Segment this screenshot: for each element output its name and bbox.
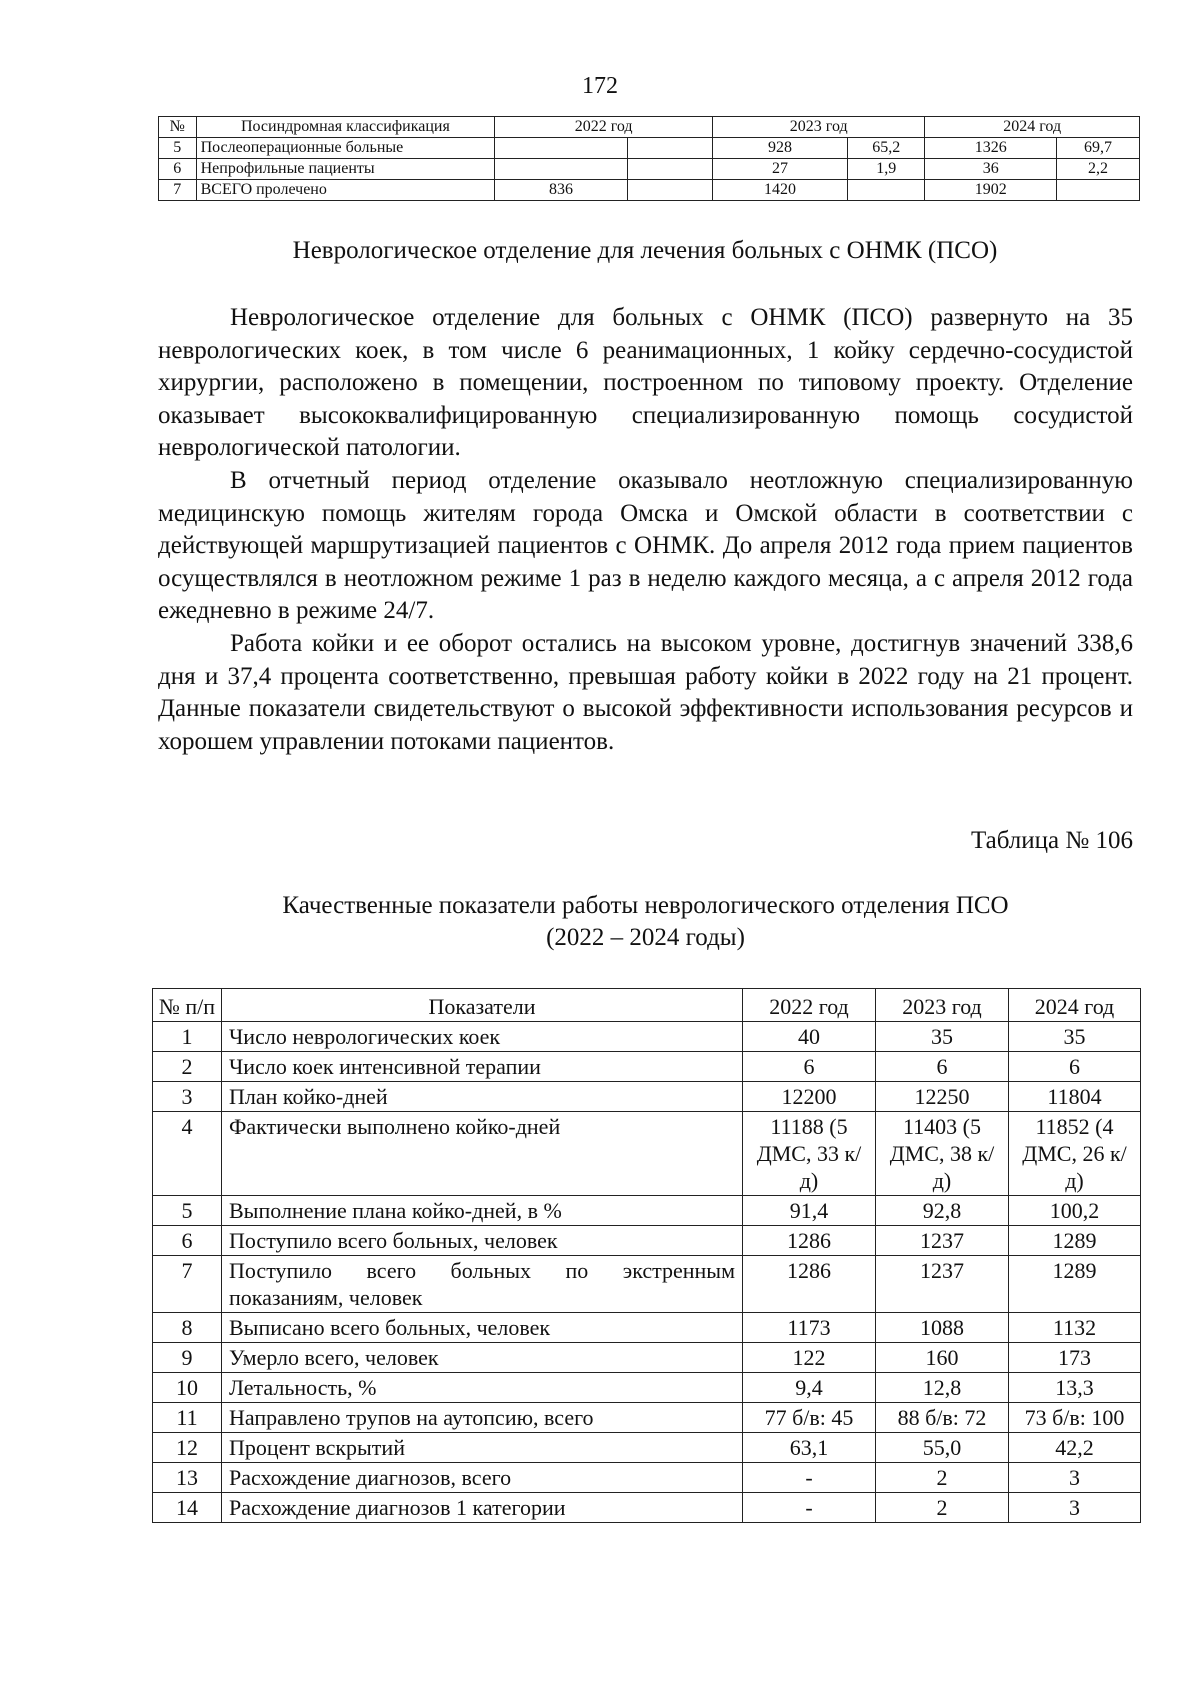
row-number: 6 <box>153 1226 222 1256</box>
top-table-cell <box>627 159 712 180</box>
indicators-table <box>152 988 1141 1523</box>
indicator-value: 1289 <box>1009 1226 1141 1256</box>
indicator-value: 11804 <box>1009 1082 1141 1112</box>
top-table-cell: 1326 <box>925 138 1057 159</box>
indicator-value: 160 <box>876 1343 1009 1373</box>
table-row <box>153 1403 1141 1433</box>
column-header: Показатели <box>222 989 743 1022</box>
page-number: 172 <box>582 73 618 99</box>
column-header: № п/п <box>153 989 222 1022</box>
indicator-value: 12250 <box>876 1082 1009 1112</box>
top-table-header-row <box>159 117 1140 138</box>
top-table-cell: 836 <box>495 180 628 201</box>
top-table-header: № <box>159 117 197 138</box>
indicator-value: 12200 <box>743 1082 876 1112</box>
indicator-value: 1132 <box>1009 1313 1141 1343</box>
table-title-line: (2022 – 2024 годы) <box>546 924 745 951</box>
table-row <box>153 1196 1141 1226</box>
table-row <box>153 1373 1141 1403</box>
indicators-table-header-row <box>153 989 1141 1022</box>
indicator-value: 11852 (4 ДМС, 26 к/д) <box>1009 1112 1141 1196</box>
indicator-value: 100,2 <box>1009 1196 1141 1226</box>
top-table-cell: 27 <box>713 159 848 180</box>
indicator-value: 9,4 <box>743 1373 876 1403</box>
indicator-name: Выполнение плана койко-дней, в % <box>222 1196 743 1226</box>
indicator-name: Поступило всего больных по экстренным показаниям, человек <box>222 1256 743 1313</box>
indicator-value: 92,8 <box>876 1196 1009 1226</box>
table-title-line: Качественные показатели работы неврологического отделения ПСО <box>282 892 1009 919</box>
table-row <box>153 1226 1141 1256</box>
indicator-value: 35 <box>1009 1022 1141 1052</box>
paragraph: В отчетный период отделение оказывало неотложную специализированную медицинскую помощь жителям города Омска и Омской области в соответствии с действующей маршрутизацией пациентов с ОНМК. До апреля 2012 года прием пациентов осуществлялся в неотложном режиме 1 раз в неделю каждого месяца, а с апреля 2012 года ежедневно в режиме 24/7. <box>158 466 1133 625</box>
indicator-name: Направлено трупов на аутопсию, всего <box>222 1403 743 1433</box>
indicator-name: План койко-дней <box>222 1082 743 1112</box>
top-table-cell: 5 <box>159 138 197 159</box>
indicator-value: 55,0 <box>876 1433 1009 1463</box>
top-table-row <box>159 180 1140 201</box>
top-table-cell: 6 <box>159 159 197 180</box>
indicator-name: Расхождение диагнозов 1 категории <box>222 1493 743 1523</box>
top-table-cell: 69,7 <box>1057 138 1140 159</box>
indicator-value: - <box>743 1463 876 1493</box>
top-table-cell: 1420 <box>713 180 848 201</box>
table-row <box>153 1256 1141 1313</box>
top-table-row <box>159 138 1140 159</box>
row-number: 10 <box>153 1373 222 1403</box>
indicator-value: 13,3 <box>1009 1373 1141 1403</box>
indicator-value: 1088 <box>876 1313 1009 1343</box>
top-table-cell <box>627 138 712 159</box>
indicator-value: 1286 <box>743 1226 876 1256</box>
column-header: 2022 год <box>743 989 876 1022</box>
table-row <box>153 1343 1141 1373</box>
top-table-cell: ВСЕГО пролечено <box>196 180 495 201</box>
table-row <box>153 1313 1141 1343</box>
indicator-value: 173 <box>1009 1343 1141 1373</box>
row-number: 4 <box>153 1112 222 1196</box>
indicator-value: - <box>743 1493 876 1523</box>
top-table-cell <box>1057 180 1140 201</box>
row-number: 1 <box>153 1022 222 1052</box>
paragraph: Работа койки и ее оборот остались на высоком уровне, достигнув значений 338,6 дня и 37,4 процента соответственно, превышая работу койки в 2022 году на 21 процент. Данные показатели свидетельствуют о высокой эффективности использования ресурсов и хорошем управлении потоками пациентов. <box>158 629 1133 755</box>
paragraph: Неврологическое отделение для больных с ОНМК (ПСО) развернуто на 35 неврологических коек, в том числе 6 реанимационных, 1 койку сердечно-сосудистой хирургии, расположено в помещении, построенном по типовому проекту. Отделение оказывает высококвалифицированную специализированную помощь сосудистой неврологической патологии. <box>158 304 1133 462</box>
indicator-name: Расхождение диагнозов, всего <box>222 1463 743 1493</box>
indicator-name: Выписано всего больных, человек <box>222 1313 743 1343</box>
table-row <box>153 1493 1141 1523</box>
column-header: 2024 год <box>1009 989 1141 1022</box>
top-table-cell <box>495 138 628 159</box>
top-table-cell <box>495 159 628 180</box>
indicator-value: 1237 <box>876 1226 1009 1256</box>
top-table-cell: Непрофильные пациенты <box>196 159 495 180</box>
indicator-name: Число неврологических коек <box>222 1022 743 1052</box>
indicator-name: Летальность, % <box>222 1373 743 1403</box>
top-table-header: 2024 год <box>925 117 1140 138</box>
row-number: 12 <box>153 1433 222 1463</box>
indicator-name: Умерло всего, человек <box>222 1343 743 1373</box>
indicator-value: 2 <box>876 1493 1009 1523</box>
top-table-cell: 1,9 <box>847 159 924 180</box>
indicator-value: 1237 <box>876 1256 1009 1313</box>
top-table-cell: 928 <box>713 138 848 159</box>
table-row <box>153 1052 1141 1082</box>
indicator-value: 6 <box>876 1052 1009 1082</box>
indicator-value: 42,2 <box>1009 1433 1141 1463</box>
indicator-name: Процент вскрытий <box>222 1433 743 1463</box>
indicator-value: 1173 <box>743 1313 876 1343</box>
table-row <box>153 1112 1141 1196</box>
table-row <box>153 1433 1141 1463</box>
top-table-cell: 36 <box>925 159 1057 180</box>
indicator-value: 1289 <box>1009 1256 1141 1313</box>
top-table-header: Посиндромная классификация <box>196 117 495 138</box>
section-title: Неврологическое отделение для лечения больных с ОНМК (ПСО) <box>292 237 998 264</box>
row-number: 11 <box>153 1403 222 1433</box>
indicator-value: 77 б/в: 45 <box>743 1403 876 1433</box>
row-number: 5 <box>153 1196 222 1226</box>
indicators-table-body <box>153 1022 1141 1523</box>
indicator-value: 3 <box>1009 1493 1141 1523</box>
indicator-name: Фактически выполнено койко-дней <box>222 1112 743 1196</box>
indicator-value: 6 <box>1009 1052 1141 1082</box>
table-row <box>153 1022 1141 1052</box>
row-number: 14 <box>153 1493 222 1523</box>
top-table-cell <box>847 180 924 201</box>
indicator-value: 1286 <box>743 1256 876 1313</box>
top-table <box>158 116 1140 201</box>
top-table-cell: 2,2 <box>1057 159 1140 180</box>
indicator-value: 73 б/в: 100 <box>1009 1403 1141 1433</box>
indicator-value: 12,8 <box>876 1373 1009 1403</box>
row-number: 2 <box>153 1052 222 1082</box>
indicator-value: 6 <box>743 1052 876 1082</box>
table-row <box>153 1082 1141 1112</box>
indicator-value: 40 <box>743 1022 876 1052</box>
indicator-value: 91,4 <box>743 1196 876 1226</box>
top-table-cell: 1902 <box>925 180 1057 201</box>
indicator-value: 3 <box>1009 1463 1141 1493</box>
indicator-name: Число коек интенсивной терапии <box>222 1052 743 1082</box>
body-text <box>158 302 1133 758</box>
indicator-value: 122 <box>743 1343 876 1373</box>
top-table-cell: Послеоперационные больные <box>196 138 495 159</box>
indicator-value: 2 <box>876 1463 1009 1493</box>
row-number: 8 <box>153 1313 222 1343</box>
column-header: 2023 год <box>876 989 1009 1022</box>
indicator-value: 35 <box>876 1022 1009 1052</box>
indicator-name: Поступило всего больных, человек <box>222 1226 743 1256</box>
indicator-value: 11403 (5 ДМС, 38 к/д) <box>876 1112 1009 1196</box>
row-number: 9 <box>153 1343 222 1373</box>
table-title <box>158 890 1133 954</box>
row-number: 7 <box>153 1256 222 1313</box>
indicator-value: 11188 (5 ДМС, 33 к/д) <box>743 1112 876 1196</box>
table-row <box>153 1463 1141 1493</box>
top-table-header: 2022 год <box>495 117 713 138</box>
indicator-value: 63,1 <box>743 1433 876 1463</box>
top-table-row <box>159 159 1140 180</box>
table-label: Таблица № 106 <box>970 827 1133 854</box>
indicator-value: 88 б/в: 72 <box>876 1403 1009 1433</box>
top-table-header: 2023 год <box>713 117 925 138</box>
row-number: 13 <box>153 1463 222 1493</box>
top-table-cell: 7 <box>159 180 197 201</box>
top-table-cell: 65,2 <box>847 138 924 159</box>
top-table-cell <box>627 180 712 201</box>
row-number: 3 <box>153 1082 222 1112</box>
